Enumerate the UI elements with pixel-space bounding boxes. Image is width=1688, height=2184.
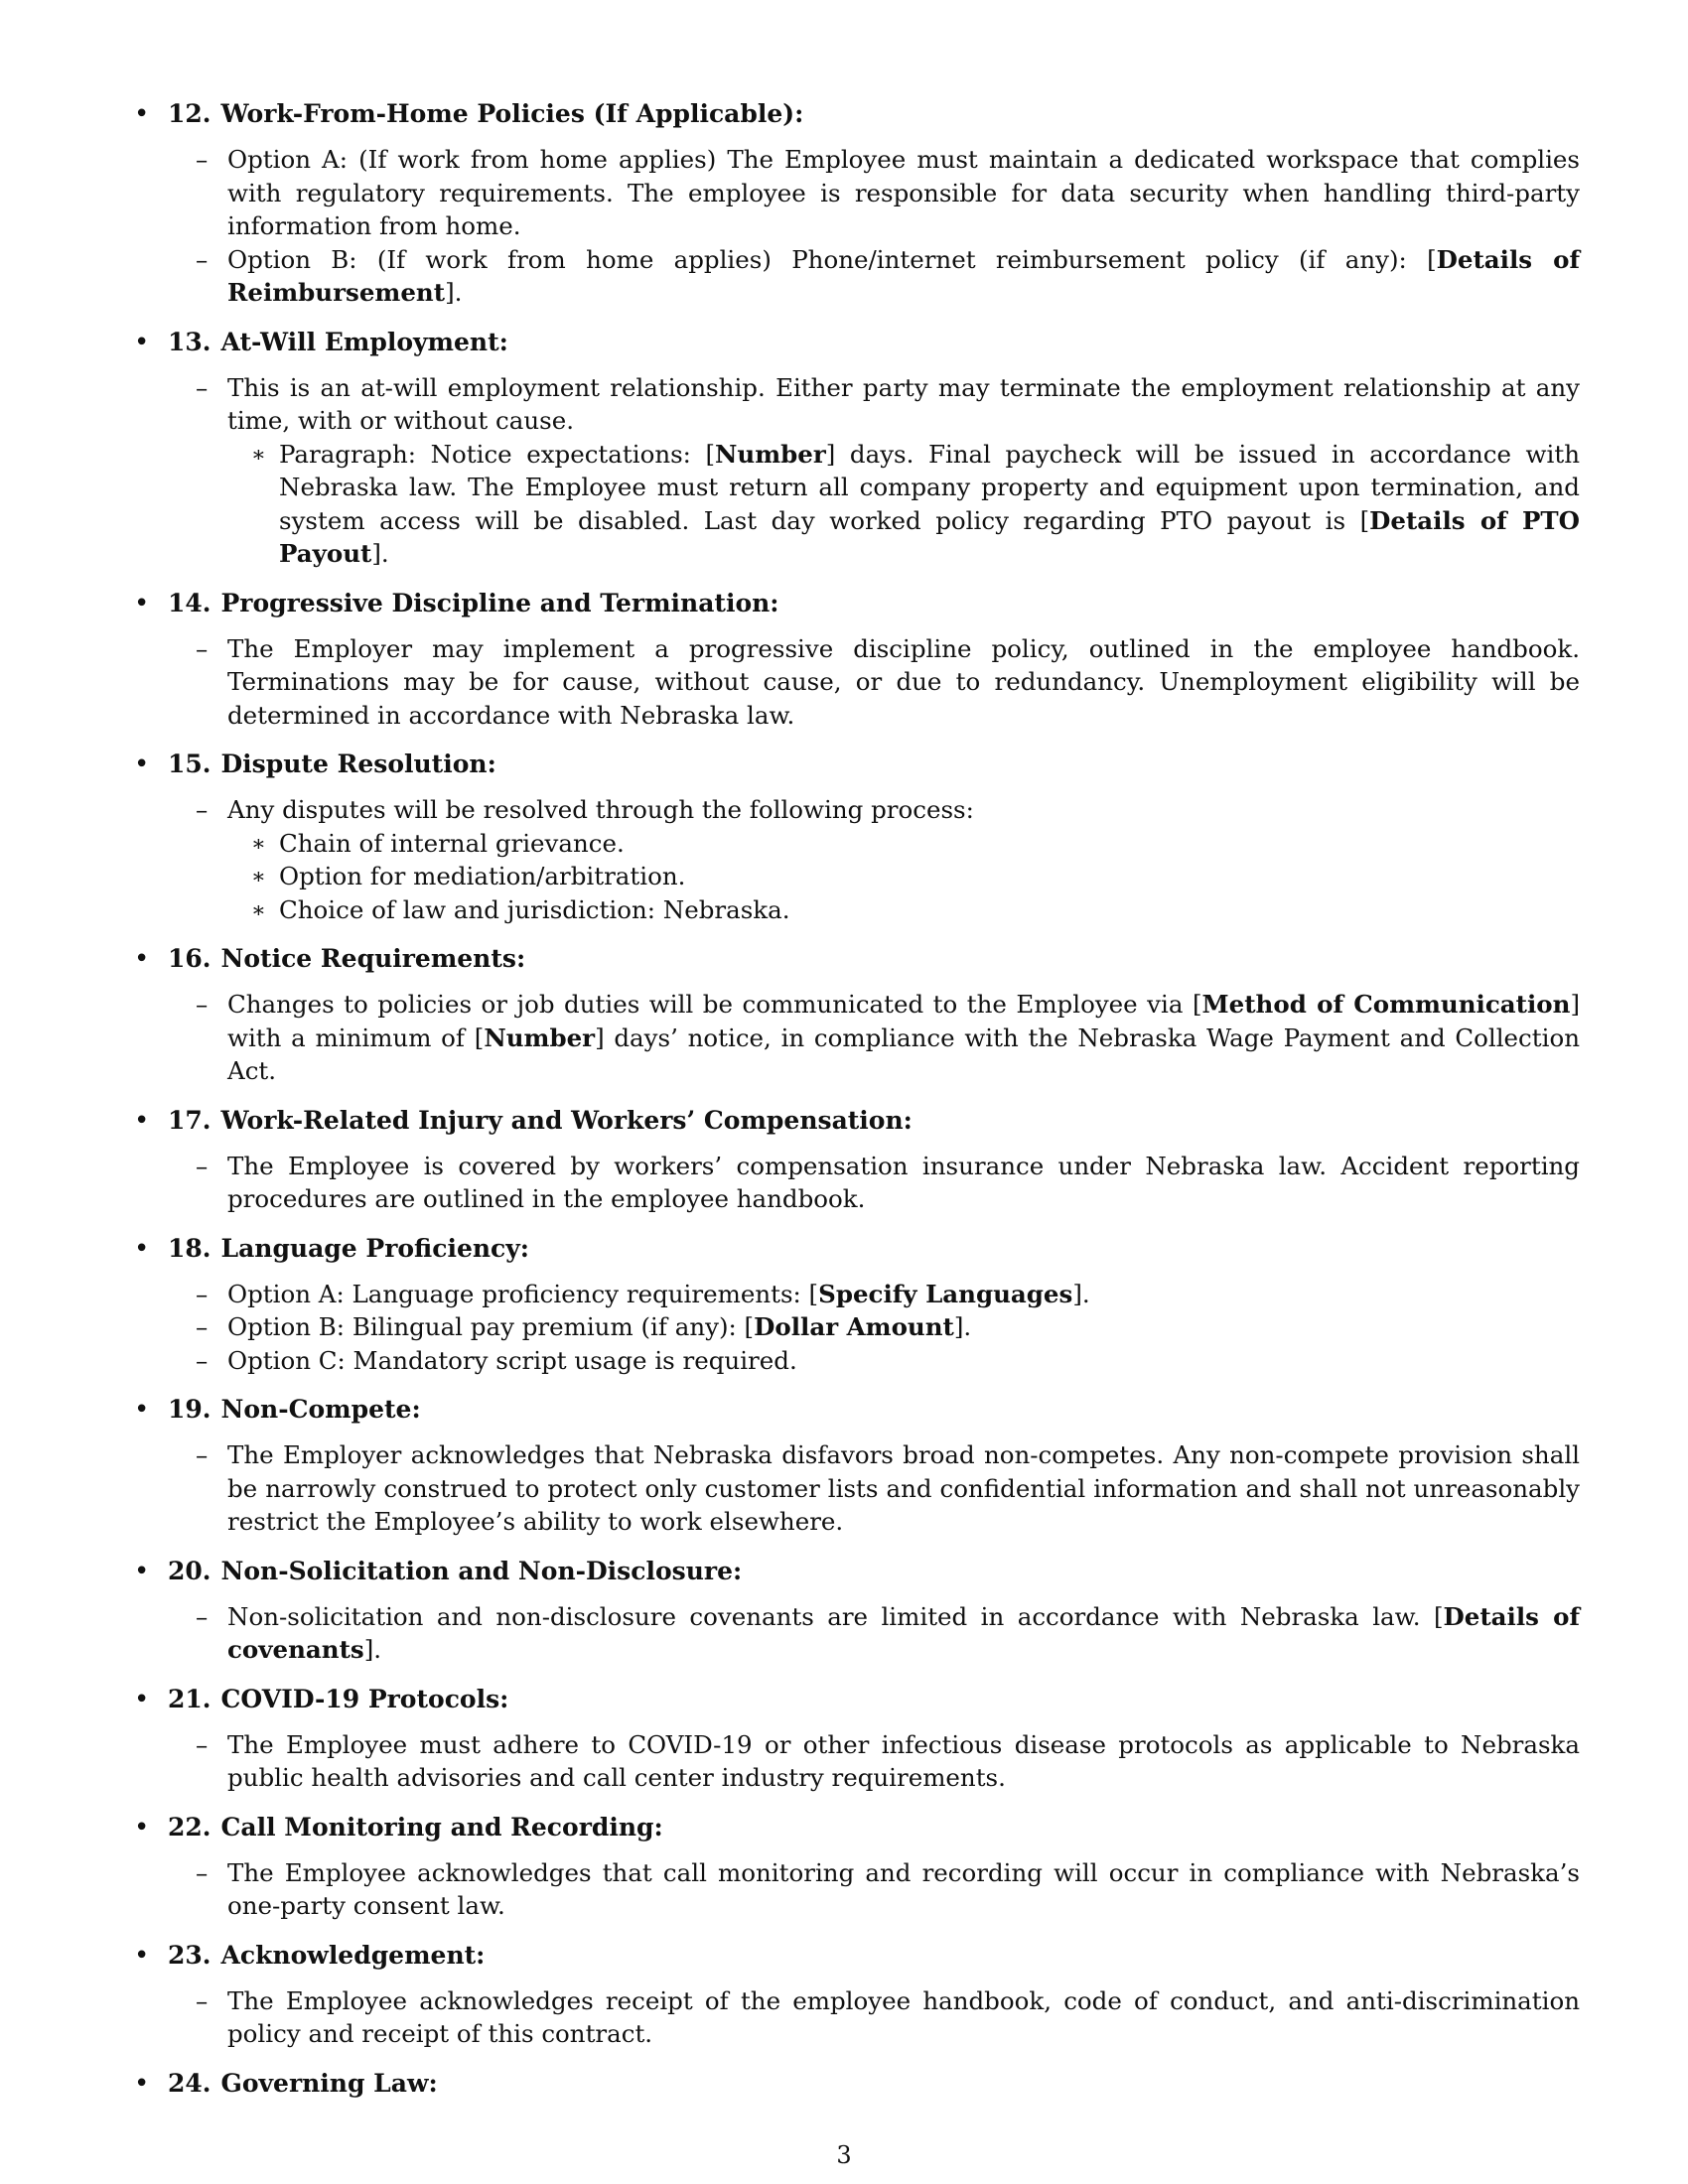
section-heading <box>168 1391 1580 1429</box>
section <box>132 324 1580 571</box>
section-heading <box>168 1230 1580 1268</box>
bullet-icon: • <box>134 1233 150 1264</box>
list-item <box>132 1856 1580 1923</box>
list-item <box>132 1728 1580 1795</box>
dash-bullet-icon: – <box>196 1345 209 1375</box>
text-run: ] days’ notice, in compliance with the Nebraska Wage Payment and Collection Act. <box>227 1023 1580 1085</box>
section <box>132 585 1580 733</box>
text-run: The Employer acknowledges that Nebraska disfavors broad non-competes. Any non-compete provision shall be narrowly construed to protect only customer lists and confidential information and shall not unreasonably restrict the Employee’s ability to work elsewhere. <box>227 1440 1580 1536</box>
page-content <box>132 95 1580 2113</box>
item-text <box>227 988 1580 1088</box>
section-heading <box>168 324 1580 361</box>
section-list <box>132 95 1580 2103</box>
list-item <box>132 143 1580 243</box>
section-heading <box>168 746 1580 783</box>
dash-bullet-icon: – <box>196 1151 209 1180</box>
dash-bullet-icon: – <box>196 1440 209 1469</box>
item-text <box>227 793 1580 827</box>
sub-item-text <box>279 829 625 858</box>
bullet-icon: • <box>134 327 150 357</box>
section-number: 20. <box>168 1556 211 1585</box>
dash-bullet-icon: – <box>196 1729 209 1759</box>
section <box>132 746 1580 926</box>
section <box>132 95 1580 310</box>
list-item <box>132 988 1580 1088</box>
item-text <box>227 143 1580 243</box>
placeholder-text: Number <box>484 1023 596 1052</box>
sub-list-item <box>227 827 1580 861</box>
text-run: The Employee acknowledges receipt of the employee handbook, code of conduct, and anti-discrimination policy and receipt of this contract. <box>227 1985 1580 2048</box>
list-item <box>132 1278 1580 1311</box>
asterisk-bullet-icon: ∗ <box>251 442 266 468</box>
text-run: Option C: Mandatory script usage is required. <box>227 1345 797 1375</box>
placeholder-text: Number <box>715 439 826 469</box>
placeholder-text: Dollar Amount <box>754 1312 954 1341</box>
section-title: Non-Compete: <box>220 1395 421 1424</box>
page-number: 3 <box>836 2141 852 2169</box>
text-run: Any disputes will be resolved through the following process: <box>227 795 974 824</box>
item-text <box>227 1728 1580 1795</box>
list-item <box>132 632 1580 733</box>
text-run: ]. <box>1072 1279 1090 1308</box>
sub-list-item <box>227 438 1580 571</box>
section-heading <box>168 2065 1580 2103</box>
item-text <box>227 1278 1580 1311</box>
section-number: 23. <box>168 1940 211 1970</box>
section-number: 16. <box>168 944 211 973</box>
item-text <box>227 1150 1580 1216</box>
list-item <box>132 1150 1580 1216</box>
text-run: ]. <box>445 278 463 307</box>
dash-bullet-icon: – <box>196 145 209 174</box>
sub-list-item <box>227 860 1580 893</box>
text-run: ]. <box>363 1635 382 1664</box>
section-title: Dispute Resolution: <box>220 750 496 778</box>
text-run: The Employee acknowledges that call monitoring and recording will occur in compliance with Nebraska’s one-party consent law. <box>227 1857 1580 1920</box>
dash-bullet-icon: – <box>196 1857 209 1887</box>
list-item <box>132 1438 1580 1539</box>
sub-item-list <box>227 827 1580 927</box>
text-run: ]. <box>953 1312 972 1341</box>
section-heading <box>168 1937 1580 1975</box>
sub-item-list <box>227 438 1580 571</box>
dash-bullet-icon: – <box>196 795 209 824</box>
section-title: Notice Requirements: <box>220 944 526 973</box>
text-run: Option B: (If work from home applies) Phone/internet reimbursement policy (if any): [ <box>227 244 1437 274</box>
section-heading <box>168 1553 1580 1590</box>
section-heading <box>168 95 1580 133</box>
list-item <box>132 1310 1580 1344</box>
text-run: The Employee is covered by workers’ compensation insurance under Nebraska law. Accident reporting procedures are outlined in the employee handbook. <box>227 1151 1580 1213</box>
section-title: At-Will Employment: <box>220 327 508 356</box>
item-text <box>227 1984 1580 2051</box>
text-run: Changes to policies or job duties will be communicated to the Employee via [ <box>227 990 1202 1019</box>
section <box>132 1102 1580 1216</box>
item-list <box>132 1600 1580 1667</box>
asterisk-bullet-icon: ∗ <box>251 865 266 889</box>
text-run: Option A: (If work from home applies) The Employee must maintain a dedicated workspace that complies with regulatory requirements. The employee is responsible for data security when handling third-party information from home. <box>227 145 1580 240</box>
text-run: Option A: Language proficiency requirements: [ <box>227 1279 819 1308</box>
section-heading <box>168 1102 1580 1140</box>
section-number: 17. <box>168 1105 211 1135</box>
text-run: This is an at-will employment relationship. Either party may terminate the employment relationship at any time, with or without cause. <box>227 372 1580 435</box>
bullet-icon: • <box>134 1395 150 1425</box>
item-text <box>227 1438 1580 1539</box>
sub-item-text <box>279 862 685 890</box>
section <box>132 2065 1580 2103</box>
section-title: Work-From-Home Policies (If Applicable): <box>220 99 804 128</box>
section-title: COVID-19 Protocols: <box>220 1684 509 1713</box>
placeholder-text: Details of PTO Payout <box>279 505 1580 568</box>
section-number: 18. <box>168 1233 211 1263</box>
text-run: ]. <box>371 539 389 568</box>
section-title: Non-Solicitation and Non-Disclosure: <box>220 1556 743 1585</box>
item-text <box>227 243 1580 310</box>
bullet-icon: • <box>134 99 150 129</box>
section <box>132 1937 1580 2051</box>
section-heading <box>168 585 1580 622</box>
item-text <box>227 1310 1580 1344</box>
bullet-icon: • <box>134 750 150 779</box>
placeholder-text: Details of Reimbursement <box>227 244 1580 307</box>
item-list <box>132 1278 1580 1378</box>
dash-bullet-icon: – <box>196 990 209 1019</box>
item-text <box>227 1344 1580 1378</box>
item-list <box>132 793 1580 926</box>
section-number: 19. <box>168 1395 211 1424</box>
asterisk-bullet-icon: ∗ <box>251 897 266 923</box>
bullet-icon: • <box>134 1684 150 1714</box>
dash-bullet-icon: – <box>196 1985 209 2015</box>
section-heading <box>168 1809 1580 1846</box>
section-title: Work-Related Injury and Workers’ Compensation: <box>220 1105 913 1135</box>
item-list <box>132 371 1580 571</box>
section-heading <box>168 1681 1580 1718</box>
item-text <box>227 371 1580 438</box>
item-text <box>227 1856 1580 1923</box>
section <box>132 1681 1580 1795</box>
placeholder-text: Method of Communication <box>1201 990 1571 1019</box>
sub-item-text <box>279 440 1580 569</box>
list-item <box>132 1984 1580 2051</box>
bullet-icon: • <box>134 1556 150 1586</box>
section-number: 13. <box>168 327 211 356</box>
section-title: Call Monitoring and Recording: <box>220 1812 663 1842</box>
section-number: 12. <box>168 99 211 128</box>
text-run: Choice of law and jurisdiction: Nebraska. <box>279 894 790 924</box>
section-title: Language Proficiency: <box>220 1233 529 1263</box>
sub-item-text <box>279 895 790 924</box>
bullet-icon: • <box>134 1940 150 1971</box>
section <box>132 1230 1580 1378</box>
bullet-icon: • <box>134 2068 150 2099</box>
placeholder-text: Details of covenants <box>227 1601 1581 1664</box>
dash-bullet-icon: – <box>196 1312 209 1341</box>
dash-bullet-icon: – <box>196 1279 209 1308</box>
item-list <box>132 1856 1580 1923</box>
item-text <box>227 632 1580 733</box>
placeholder-text: Specify Languages <box>818 1279 1073 1308</box>
section-title: Acknowledgement: <box>220 1940 486 1970</box>
list-item <box>132 793 1580 926</box>
text-run: The Employee must adhere to COVID-19 or other infectious disease protocols as applicable to Nebraska public health advisories and call center industry requirements. <box>227 1729 1580 1792</box>
list-item <box>132 243 1580 310</box>
bullet-icon: • <box>134 944 150 974</box>
section-number: 14. <box>168 588 211 617</box>
text-run: Paragraph: Notice expectations: [ <box>279 439 716 469</box>
item-list <box>132 1150 1580 1216</box>
section <box>132 1553 1580 1667</box>
text-run: The Employer may implement a progressive discipline policy, outlined in the employee handbook. Terminations may be for cause, without cause, or due to redundancy. Unemployment eligibility will be determined in accordance with Nebraska law. <box>227 633 1580 730</box>
section <box>132 1391 1580 1539</box>
list-item <box>132 1344 1580 1378</box>
dash-bullet-icon: – <box>196 633 209 663</box>
item-list <box>132 632 1580 733</box>
item-list <box>132 988 1580 1088</box>
item-list <box>132 1438 1580 1539</box>
item-list <box>132 1728 1580 1795</box>
section <box>132 1809 1580 1923</box>
section <box>132 940 1580 1088</box>
list-item <box>132 371 1580 571</box>
sub-list-item <box>227 893 1580 927</box>
bullet-icon: • <box>134 588 150 618</box>
list-item <box>132 1600 1580 1667</box>
dash-bullet-icon: – <box>196 372 209 402</box>
text-run: Option for mediation/arbitration. <box>279 862 686 890</box>
section-number: 21. <box>168 1684 211 1713</box>
asterisk-bullet-icon: ∗ <box>251 831 266 857</box>
item-text <box>227 1600 1580 1667</box>
item-list <box>132 1984 1580 2051</box>
dash-bullet-icon: – <box>196 244 209 274</box>
section-heading <box>168 940 1580 978</box>
dash-bullet-icon: – <box>196 1601 209 1631</box>
item-list <box>132 143 1580 310</box>
text-run: Chain of internal grievance. <box>279 828 625 858</box>
section-number: 15. <box>168 750 211 778</box>
section-title: Governing Law: <box>220 2068 438 2098</box>
section-number: 22. <box>168 1812 211 1842</box>
text-run: ] days. Final paycheck will be issued in accordance with Nebraska law. The Employee must return all company property and equipment upon termination, and system access will be disabled. Last day worked policy regarding PTO payout is [ <box>279 439 1580 535</box>
section-number: 24. <box>168 2068 211 2098</box>
text-run: ] with a minimum of [ <box>227 990 1580 1052</box>
bullet-icon: • <box>134 1105 150 1136</box>
bullet-icon: • <box>134 1812 150 1843</box>
section-title: Progressive Discipline and Termination: <box>220 588 779 617</box>
text-run: Option B: Bilingual pay premium (if any): [ <box>227 1312 755 1341</box>
text-run: Non-solicitation and non-disclosure covenants are limited in accordance with Nebraska law. [ <box>227 1601 1444 1631</box>
